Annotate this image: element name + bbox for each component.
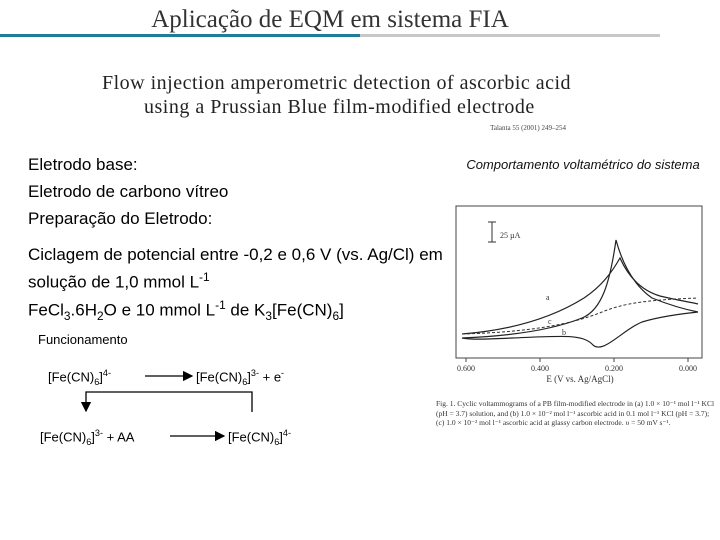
- cv-peak-label-b: b: [562, 328, 566, 337]
- paper-title-line-2: using a Prussian Blue film-modified electrode: [144, 96, 535, 118]
- paper-title-line-1: Flow injection amperometric detection of ascorbic acid: [102, 72, 572, 94]
- figure-caption: Fig. 1. Cyclic voltammograms of a PB film-modified electrode in (a) 1.0 × 10⁻¹ mol l⁻¹ KCl (pH = 3.7) solution, and (b) 1.0 × 10⁻² mol l⁻¹ ascorbic acid in 0.1 mol l⁻¹ KCl (pH = 3.7); (c) 1.0 × 10⁻² mol l⁻¹ ascorbic acid at glassy carbon electrode. υ = 50 mV s⁻¹.: [436, 399, 715, 427]
- cv-peak-label-c: c: [548, 317, 552, 326]
- reactant-ferrocyanide: $[Fe(CN)_6]^{4-}$: [48, 368, 111, 387]
- base-electrode-heading: Eletrodo base:: [28, 155, 138, 174]
- cv-curve-c: [462, 298, 698, 334]
- cv-curve-a: [462, 240, 698, 347]
- base-electrode-value: Eletrodo de carbono vítreo: [28, 182, 229, 201]
- cv-x-tick-label: 0.600: [457, 364, 475, 373]
- product-ferricyanide-electron: $[Fe(CN)_6]^{3-} + e^-$: [196, 368, 285, 387]
- cv-x-tick-label: 0.000: [679, 364, 697, 373]
- arrow-cycle-connector: [86, 392, 252, 412]
- cv-x-axis-ticks: [457, 358, 697, 373]
- electrode-prep-description: Ciclagem de potencial entre -0,2 e 0,6 V (vs. Ag/Cl) em solução de 1,0 mmol $L^{-1}$ $FeCl_3.6H_2O$ e 10 mmol $L^{-1}$ de $K_3[Fe(CN)_6]$: [28, 245, 443, 323]
- electrode-prep-heading: Preparação do Eletrodo:: [28, 209, 213, 228]
- cv-x-tick-label: 0.400: [531, 364, 549, 373]
- slide-title: Aplicação de EQM em sistema FIA: [151, 6, 509, 33]
- product-ferrocyanide: $[Fe(CN)_6]^{4-}$: [228, 428, 291, 447]
- cyclic-voltammogram-figure: [452, 200, 708, 390]
- paper-title-clipping: [100, 72, 570, 134]
- reactant-ferricyanide-aa: $[Fe(CN)_6]^{3-}$ + AA: [40, 428, 135, 447]
- cv-x-tick-label: 0.200: [605, 364, 623, 373]
- cv-x-axis-label: E (V vs. Ag/AgCl): [546, 374, 614, 384]
- title-underline-accent: [0, 34, 360, 37]
- funcionamento-label: Funcionamento: [38, 332, 128, 347]
- cv-curve-b: [462, 258, 698, 334]
- paper-citation: Talanta 55 (2001) 249–254: [490, 124, 566, 132]
- cv-peak-label-a: a: [546, 293, 550, 302]
- title-underline-gray: [360, 34, 660, 37]
- cv-caption: Comportamento voltamétrico do sistema: [466, 157, 700, 172]
- cv-scale-label: 25 µA: [500, 231, 521, 240]
